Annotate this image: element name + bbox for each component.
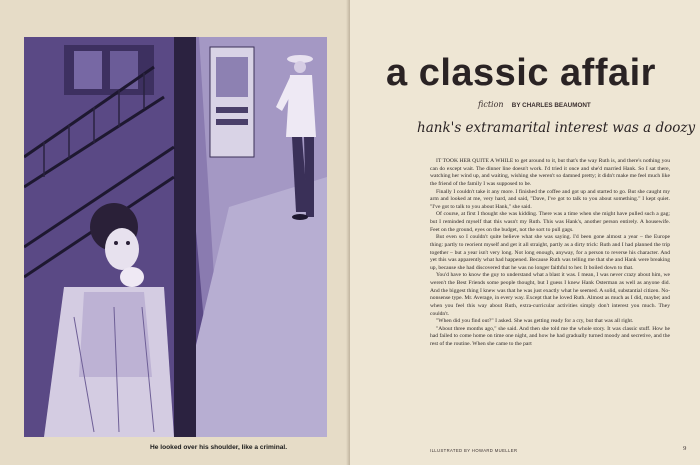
body-paragraph: Of course, at first I thought she was kidding. There was a time when she might have pulled such a gag; but I reminded myself that this wasn't my Ruth. This was Hank's, another person entirely. A housewife. Feet on the ground, eyes on the budget, not the sort to pull gags. [430, 211, 670, 233]
body-paragraph: "When did you find out?" I asked. She was getting ready for a cry, but that was all right. [436, 318, 634, 325]
story-illustration [24, 37, 327, 437]
story-title: a classic affair [386, 52, 656, 94]
illustration-caption: He looked over his shoulder, like a criminal. [150, 444, 288, 451]
page-number: 9 [683, 446, 687, 452]
genre-label: fiction [478, 100, 504, 109]
body-paragraph: Finally I couldn't take it any more. I finished the coffee and got up and started to go. But she caught my arm and looked at me, very hard, and said, "Dave, I've got to talk to you about something." I kept quiet. "I've got to talk to you about Hank," she said. [430, 188, 670, 210]
body-paragraph: But even so I couldn't quite believe what she was saying. I'd been gone almost a year – the Europe thing: partly to reorient myself and get it all straight, partly as a dirty trick: Ruth and I had planned the trip together – but a year isn't very long. Not long enough, anyway, for a person to reverse his character. And yet this was apparently what had happened. Because Ruth was telling me that she and Hank were breaking up, because she had discovered that he was no longer faithful to her. It boiled down to that. [430, 234, 670, 271]
author-byline: BY CHARLES BEAUMONT [511, 102, 591, 109]
body-paragraph: "About three months ago," she said. And then she told me the whole story. It was classic stuff. How he had failed to come home on time one night, and how he had gradually turned moody and secretive, and the rest of the routine. When she came to the part [430, 325, 670, 347]
body-paragraph: IT TOOK HER QUITE A WHILE to get around to it, but that's the way Ruth is, and there's nothing you can do except wait. The dinner line doesn't work. I'd tried it once and she'd married Hank. So I sat there, watching her wind up, and waiting, wishing she weren't so damned pretty; it didn't make me feel much like the friend of the family I was supposed to be. [430, 158, 670, 187]
story-body [430, 158, 670, 438]
illustrator-credit: ILLUSTRATED BY HOWARD MUELLER [430, 448, 518, 453]
body-paragraph: You'd have to know the guy to understand what a blast it was. I mean, I was never crazy about him, we weren't the Best Friends some people thought, but I guess I knew Hank Osterman as well as anyone did. And the biggest thing I knew was that he was just exactly what he seemed. A solid, substantial citizen. No-nonsense type. Mr. Average, in every way. Except that he loved Ruth. Almost as much as I did, maybe; and when you feel this way about Ruth, extra-curricular activities simply don't interest you much. They couldn't. [430, 272, 670, 317]
byline [478, 100, 591, 109]
story-dek: hank's extramarital interest was a doozy [417, 120, 696, 136]
illustration-artwork [24, 37, 327, 437]
